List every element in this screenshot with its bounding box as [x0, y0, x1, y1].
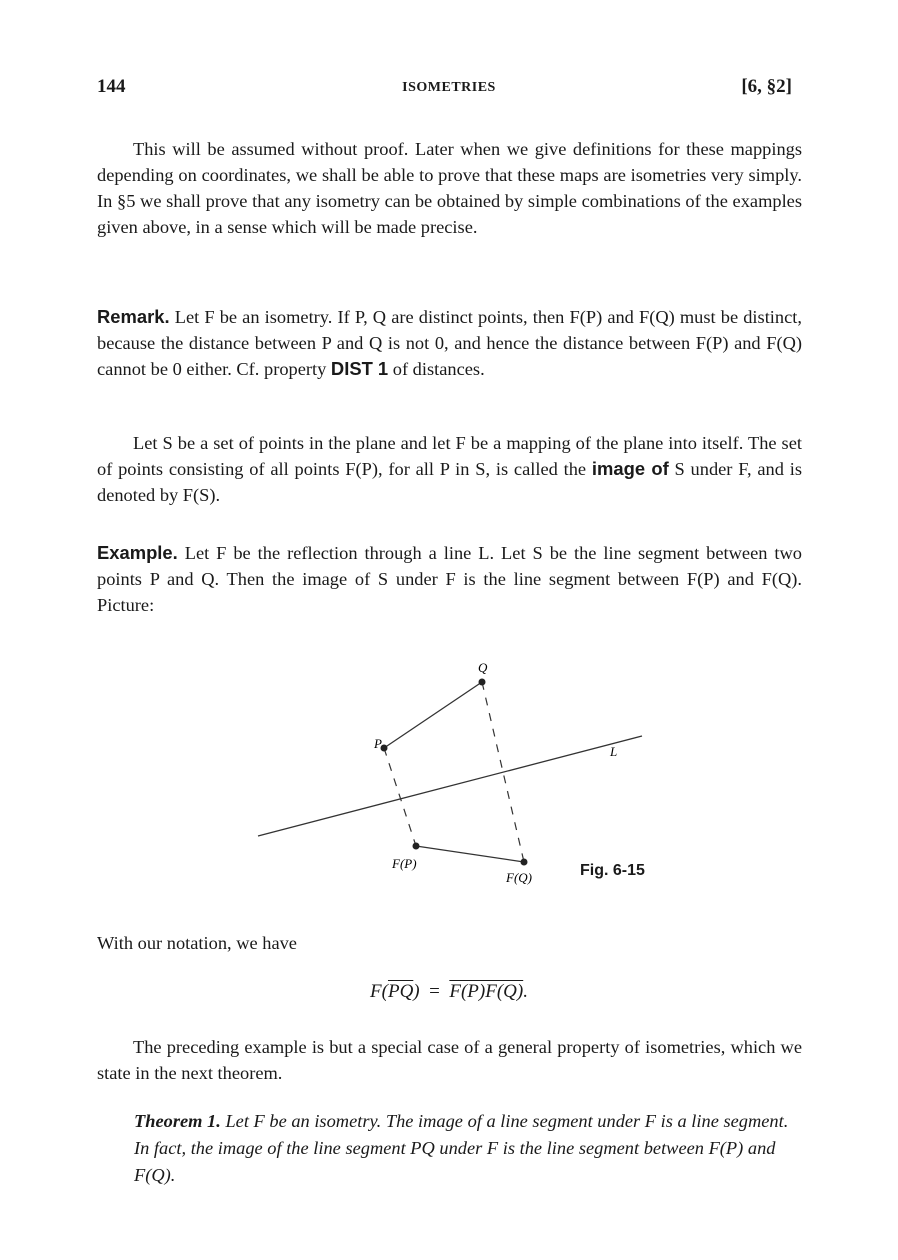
display-equation: $F(\overline{PQ}) = F(P)F(Q)$. — [370, 981, 528, 1002]
definition-tail: S under F, and is denoted by F(S). — [97, 459, 802, 505]
label-fq: F(Q) — [506, 870, 532, 885]
example-text: Let F be the reflection through a line L. Let S be the line segment between two points P and Q. Then the image of S under F is the line segment between F(P) and F(Q). Picture: — [97, 543, 802, 615]
definition-text: Let S be a set of points in the plane and let F be a mapping of the plane into itself. The set of points consisting of all points F(P), for all P in S, is called the — [97, 433, 802, 479]
paragraph-general-property: The preceding example is but a special case of a general property of isometries, which we state in the next theorem. — [97, 1037, 802, 1083]
example-label: Example. — [97, 542, 178, 563]
label-l: L — [610, 744, 618, 759]
segment-pq — [384, 682, 482, 748]
point-fp — [413, 843, 420, 850]
label-fp: F(P) — [392, 856, 417, 871]
reflection-figure — [250, 660, 670, 890]
label-p: P — [374, 736, 382, 751]
theorem-1 — [134, 1108, 799, 1189]
image-definition-paragraph — [97, 430, 802, 508]
point-q — [479, 679, 486, 686]
example-paragraph — [97, 540, 802, 618]
remark-text: Let F be an isometry. If P, Q are distinct points, then F(P) and F(Q) must be distinct, because the distance between P and Q is not 0, and hence the distance between F(P) and F(Q) cannot be 0 either. Cf. property — [97, 307, 802, 379]
section-marker: [6, §2] — [741, 76, 792, 97]
page-number: 144 — [97, 76, 126, 97]
remark-label: Remark. — [97, 306, 170, 327]
perpendicular-p — [384, 748, 416, 846]
line-l — [258, 736, 642, 836]
segment-fp-fq — [416, 846, 524, 862]
remark-tail: of distances. — [392, 359, 485, 379]
figure-caption: Fig. 6-15 — [580, 862, 645, 879]
theorem-label: Theorem 1. — [134, 1111, 221, 1131]
image-of-term: image of — [591, 458, 669, 479]
running-title: ISOMETRIES — [402, 80, 496, 95]
point-fq — [521, 859, 528, 866]
paragraph-intro: This will be assumed without proof. Later when we give definitions for these mappings depending on coordinates, we shall be able to prove that these maps are isometries very simply. In §5 we shall prove that any isometry can be obtained by simple combinations of the examples given above, in a sense which will be made precise. — [97, 139, 802, 237]
notation-line: With our notation, we have — [97, 933, 297, 953]
theorem-text: Let F be an isometry. The image of a line segment under F is a line segment. In fact, the image of the line segment PQ under F is the line segment between F(P) and F(Q). — [134, 1111, 789, 1185]
label-q: Q — [478, 660, 488, 675]
remark-paragraph — [97, 304, 802, 382]
dist-reference: DIST 1 — [330, 358, 389, 379]
